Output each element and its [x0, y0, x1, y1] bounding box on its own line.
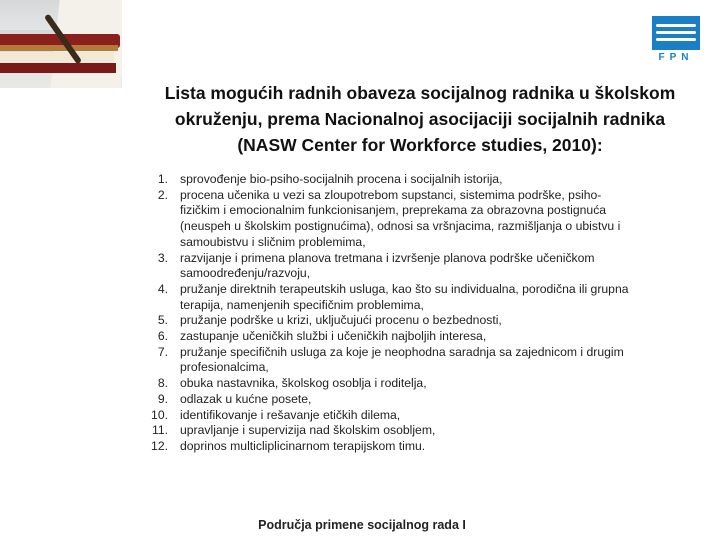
title-line-3: (NASW Center for Workforce studies, 2010):: [237, 135, 603, 155]
title-line-2: okruženju, prema Nacionalnoj asocijaciji socijalnih radnika: [174, 109, 666, 129]
list-item-number: 7.: [157, 344, 168, 359]
list-item: [148, 376, 698, 392]
list-item: [148, 282, 698, 313]
list-item-text: obuka nastavnika, školskog osoblja i roditelja,: [180, 376, 427, 391]
duties-list: [148, 172, 698, 455]
list-item-number: 9.: [157, 391, 168, 406]
list-item-number: 8.: [157, 376, 168, 391]
list-item-number: 1.: [157, 172, 168, 186]
list-item: [148, 313, 698, 329]
list-item-text: samoodređenju/razvoju,: [180, 266, 311, 281]
list-item-number: 10.: [151, 407, 168, 422]
list-item-text: pružanje direktnih terapeutskih usluga, kao što su individualna, porodična ili grupna: [180, 281, 629, 296]
list-item-text: pružanje specifičnih usluga za koje je neophodna saradnja sa zajednicom i drugim: [180, 344, 624, 359]
list-item-text: pružanje podrške u krizi, uključujući procenu o bezbednosti,: [180, 313, 502, 328]
logo-text: FPN: [658, 52, 694, 63]
list-item: [148, 345, 698, 376]
list-item-text: (neuspeh u školskim postignućima), odnosi sa vršnjacima, razmišljanja o ubistvu i: [180, 219, 621, 234]
list-item-text: profesionalcima,: [180, 360, 269, 375]
list-item-text: zastupanje učeničkih službi i učeničkih najboljih interesa,: [180, 329, 487, 344]
list-item-text: sprovođenje bio-psiho-socijalnih procena i socijalnih istorija,: [180, 172, 503, 186]
footer-text: Područja primene socijalnog rada I: [258, 518, 466, 532]
page-title: [122, 80, 718, 158]
list-item: [148, 439, 698, 455]
list-item: [148, 423, 698, 439]
list-item-text: odlazak u kućne posete,: [180, 391, 312, 406]
list-item-text: upravljanje i supervizija nad školskim osobljem,: [180, 423, 436, 438]
books-photo: [0, 0, 122, 88]
list-item-number: 11.: [151, 423, 168, 438]
list-item-number: 5.: [157, 313, 168, 328]
list-item: [148, 408, 698, 424]
title-line-1: Lista mogućih radnih obaveza socijalnog radnika u školskom: [164, 83, 676, 103]
fpn-logo: [652, 16, 700, 64]
list-item: [148, 392, 698, 408]
list-item-number: 3.: [157, 250, 168, 265]
list-item: [148, 188, 698, 251]
list-item-text: procena učenika u vezi sa zloupotrebom supstanci, sistemima podrške, psiho-: [180, 187, 602, 202]
list-item-number: 2.: [157, 187, 168, 202]
list-item-text: terapija, namenjenih specifičnim problemima,: [180, 297, 424, 312]
logo-waves-icon: [652, 16, 700, 50]
list-item-number: 4.: [157, 281, 168, 296]
list-item-text: fizičkim i emocionalnim funkcionisanjem, preprekama za obrazovna postignuća: [180, 203, 607, 218]
list-item-text: samoubistvu i sličnim problemima,: [180, 234, 366, 249]
list-item-number: 6.: [157, 329, 168, 344]
list-item-text: razvijanje i primena planova tretmana i izvršenje planova podrške učeničkom: [180, 250, 595, 265]
list-item-text: doprinos multicliplicinarnom terapijskom timu.: [180, 438, 426, 453]
list-item: [148, 172, 698, 188]
list-item: [148, 329, 698, 345]
list-item-text: identifikovanje i rešavanje etičkih dilema,: [180, 407, 401, 422]
list-item: [148, 251, 698, 282]
list-item-number: 12.: [151, 438, 168, 453]
